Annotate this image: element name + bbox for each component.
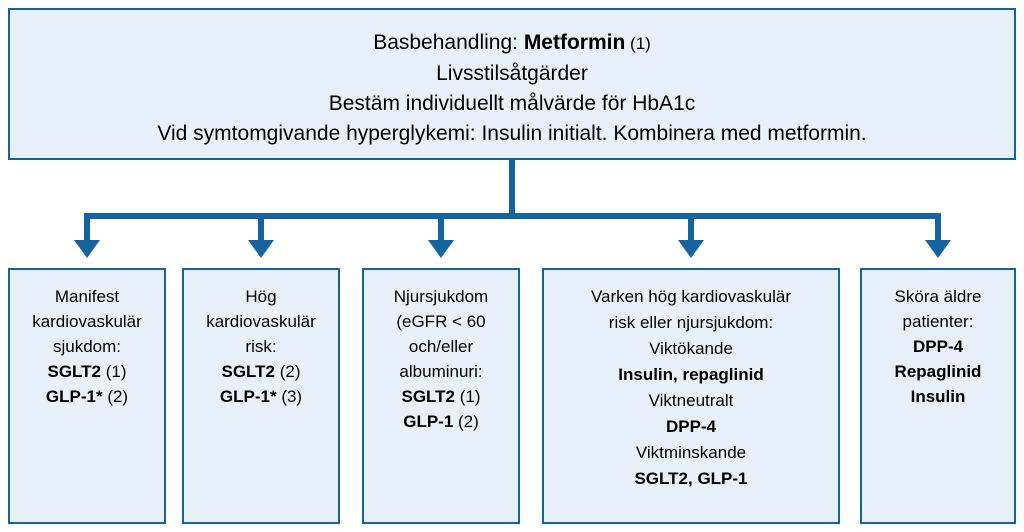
branch-box-frail-elderly	[860, 268, 1016, 524]
branch-line	[370, 409, 512, 434]
branch-line	[868, 309, 1008, 334]
text-fragment: kardiovaskulär	[206, 312, 316, 331]
text-fragment: GLP-1	[403, 412, 454, 431]
branch-line	[190, 359, 332, 384]
branch-line	[16, 359, 158, 384]
text-fragment: DPP-4	[665, 417, 717, 436]
base-treatment-line	[10, 89, 1014, 119]
text-fragment: SGLT2	[401, 387, 456, 406]
connector-horizontal-bar	[84, 213, 940, 219]
text-fragment: GLP-1*	[219, 387, 277, 406]
base-treatment-line	[10, 59, 1014, 89]
arrowhead-icon	[74, 240, 100, 258]
branch-line	[370, 309, 512, 334]
base-treatment-line	[10, 119, 1014, 149]
arrowhead-icon	[678, 240, 704, 258]
branch-line	[370, 334, 512, 359]
text-fragment: SGLT2	[47, 362, 102, 381]
text-fragment: SGLT2	[221, 362, 276, 381]
branch-line	[190, 284, 332, 309]
branch-line	[868, 284, 1008, 309]
branch-line	[370, 359, 512, 384]
text-fragment: (1)	[455, 387, 481, 406]
arrowhead-icon	[248, 240, 274, 258]
branch-line	[550, 362, 832, 388]
text-fragment: Vid symtomgivande hyperglykemi: Insulin initialt. Kombinera med metformin.	[157, 122, 867, 145]
text-fragment: Viktneutralt	[648, 391, 734, 410]
arrowhead-icon	[428, 240, 454, 258]
text-fragment: Livsstilsåtgärder	[436, 62, 588, 85]
branch-line	[370, 384, 512, 409]
branch-line	[550, 466, 832, 492]
text-fragment: Basbehandling:	[373, 31, 524, 54]
branch-line	[190, 309, 332, 334]
text-fragment: albuminuri:	[399, 362, 483, 381]
text-fragment: Manifest	[54, 287, 120, 306]
text-fragment: Insulin, repaglinid	[618, 365, 764, 384]
text-fragment: (3)	[276, 387, 303, 406]
branch-box-manifest-cvd	[8, 268, 166, 524]
connector-branch-vertical	[258, 213, 264, 241]
connector-branch-vertical	[438, 213, 444, 241]
branch-line	[16, 284, 158, 309]
text-fragment: Njursjukdom	[393, 287, 489, 306]
arrowhead-icon	[925, 240, 951, 258]
text-fragment: risk:	[245, 337, 277, 356]
text-fragment: SGLT2, GLP-1	[634, 469, 748, 488]
text-fragment: Insulin	[910, 387, 966, 406]
branch-line	[370, 284, 512, 309]
text-fragment: risk eller njursjukdom:	[608, 313, 774, 332]
text-fragment: DPP-4	[912, 337, 964, 356]
base-treatment-box	[8, 8, 1016, 160]
text-fragment: Bestäm individuellt målvärde för HbA1c	[328, 92, 696, 115]
branch-line	[190, 334, 332, 359]
text-fragment: GLP-1*	[45, 387, 103, 406]
branch-line	[190, 384, 332, 409]
branch-line	[550, 336, 832, 362]
text-fragment: patienter:	[902, 312, 974, 331]
base-treatment-line	[10, 28, 1014, 59]
branch-line	[868, 359, 1008, 384]
branch-line	[550, 284, 832, 310]
branch-line	[16, 384, 158, 409]
branch-box-kidney-disease	[362, 268, 520, 524]
connector-stem-vertical	[509, 160, 515, 216]
text-fragment: Varken hög kardiovaskulär	[590, 287, 791, 306]
text-fragment: (2)	[102, 387, 129, 406]
branch-line	[550, 310, 832, 336]
text-fragment: kardiovaskulär	[32, 312, 142, 331]
branch-line	[550, 388, 832, 414]
text-fragment: Viktminskande	[635, 443, 747, 462]
text-fragment: Viktökande	[649, 339, 733, 358]
branch-line	[868, 334, 1008, 359]
text-fragment: (1)	[101, 362, 127, 381]
text-fragment: Repaglinid	[894, 362, 982, 381]
branch-box-high-cv-risk	[182, 268, 340, 524]
branch-line	[550, 414, 832, 440]
text-fragment: Sköra äldre	[894, 287, 982, 306]
text-fragment: och/eller	[408, 337, 474, 356]
branch-line	[16, 334, 158, 359]
text-fragment: sjukdom:	[52, 337, 122, 356]
text-fragment: (2)	[275, 362, 301, 381]
text-fragment: (eGFR < 60	[396, 312, 486, 331]
branch-line	[868, 384, 1008, 409]
connector-branch-vertical	[935, 213, 941, 241]
text-fragment: Hög	[245, 287, 277, 306]
connector-branch-vertical	[688, 213, 694, 241]
branch-line	[16, 309, 158, 334]
text-fragment: Metformin	[523, 31, 626, 54]
connector-branch-vertical	[84, 213, 90, 241]
branch-box-neither-risk-nor-kidney	[542, 268, 840, 524]
text-fragment: (2)	[453, 412, 479, 431]
branch-line	[550, 440, 832, 466]
text-fragment: (1)	[625, 34, 651, 53]
